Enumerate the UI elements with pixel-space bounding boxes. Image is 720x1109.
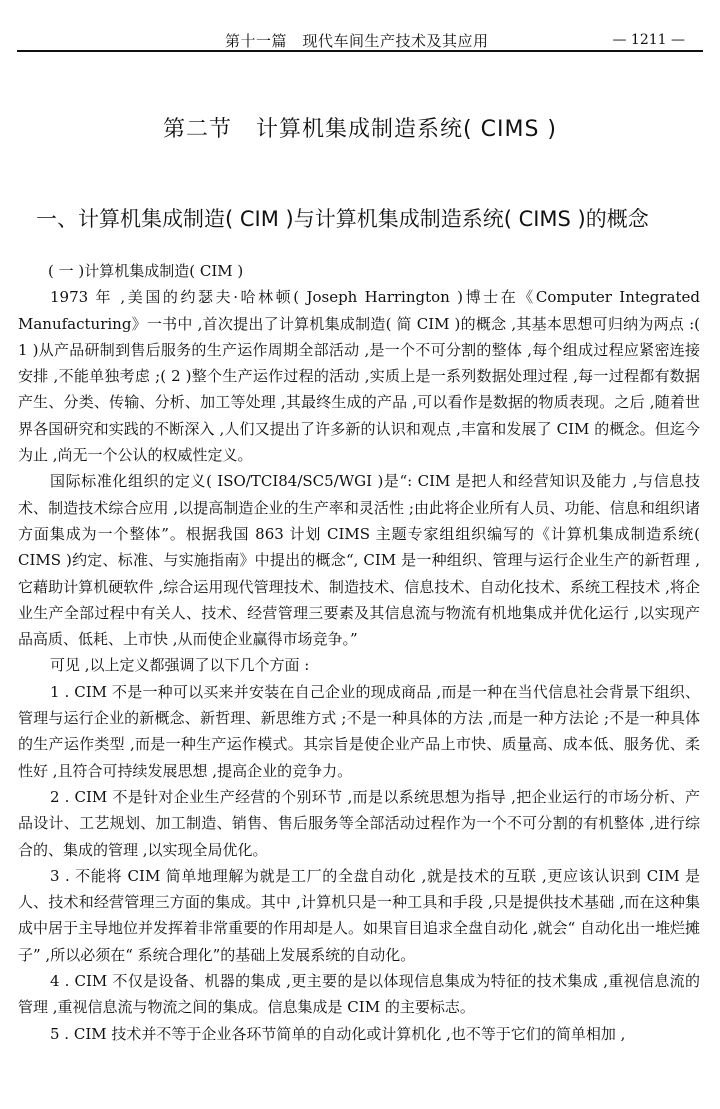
running-header xyxy=(17,28,703,52)
paragraph: 可见 ,以上定义都强调了以下几个方面 : xyxy=(50,656,310,675)
chapter-title: 第十一篇 现代车间生产技术及其应用 xyxy=(225,32,489,50)
subheading: ( 一 )计算机集成制造( CIM ) xyxy=(48,262,244,280)
paragraph: 1973 年 ,美国的约瑟夫·哈林顿( Joseph Harrington )博士在《Computer Integrated Manufacturing》一书中 ,首次提出了计算机集成制造( 简 CIM )的概念 ,其基本思想可归纳为两点 :( 1 )从产品研制到售后服务的生产运作周期全部活动 ,是一个不可分割的整体 ,每个组成过程应紧密连接安排 ,不能单独考虑 ;( 2 )整个生产运作过程的活动 ,实质上是一系列数据处理过程 ,每一过程都有数据产生、分类、传输、分析、加工等处理 ,其最终生成的产品 ,可以看作是数据的物质表现。之后 ,随着世界各国研究和实践的不断深入 ,人们又提出了许多新的认识和观点 ,丰富和发展了 CIM 的概念。但迄今为止 ,尚无一个公认的权威性定义。 xyxy=(18,288,700,465)
list-item: 5 . CIM 技术并不等于企业各环节简单的自动化或计算机化 ,也不等于它们的简单相加 , xyxy=(50,1024,626,1043)
paragraph: 国际标准化组织的定义( ISO/TCI84/SC5/WGI )是“: CIM 是把人和经营知识及能力 ,与信息技术、制造技术综合应用 ,以提高制造企业的生产率和灵活性 ;由此将企业所有人员、功能、信息和组织诸方面集成为一个整体”。根据我国 863 计划 CIMS 主题专家组组织编写的《计算机集成制造系统( CIMS )约定、标准、与实施指南》中提出的概念“, CIM 是一种组织、管理与运行企业生产的新哲理 ,它藉助计算机硬软件 ,综合运用现代管理技术、制造技术、信息技术、自动化技术、系统工程技术 ,将企业生产全部过程中有关人、技术、经营管理三要素及其信息流与物流有机地集成并优化运行 ,以实现产品高质、低耗、上市快 ,从而使企业赢得市场竞争。” xyxy=(18,472,700,649)
body-text xyxy=(18,258,700,1047)
header-rule xyxy=(17,50,703,52)
list-item: 1 . CIM 不是一种可以买来并安装在自己企业的现成商品 ,而是一种在当代信息社会背景下组织、管理与运行企业的新概念、新哲理、新思维方式 ;不是一种具体的方法 ,而是一种方法论 ;不是一种具体的生产运作类型 ,而是一种生产运作模式。其宗旨是使企业产品上市快、质量高、成本低、服务优、柔性好 ,且符合可持续发展思想 ,提高企业的竞争力。 xyxy=(18,682,700,780)
list-item: 3 . 不能将 CIM 简单地理解为就是工厂的全盘自动化 ,就是技术的互联 ,更应该认识到 CIM 是人、技术和经营管理三方面的集成。其中 ,计算机只是一种工具和手段 ,只是提供技术基础 ,而在这种集成中居于主导地位并发挥着非常重要的作用却是人。如果盲目追求全盘自动化 ,就会“ 自动化出一堆烂摊子” ,所以必须在“ 系统合理化”的基础上发展系统的自动化。 xyxy=(18,866,700,964)
page-number: — 1211 — xyxy=(612,32,685,48)
section-number: 第二节 xyxy=(163,117,233,142)
section-title-text: 计算机集成制造系统( CIMS ) xyxy=(256,117,557,142)
heading-1: 一、计算机集成制造( CIM )与计算机集成制造系统( CIMS )的概念 xyxy=(36,207,649,231)
list-item: 4 . CIM 不仅是设备、机器的集成 ,更主要的是以体现信息集成为特征的技术集成 ,重视信息流的管理 ,重视信息流与物流之间的集成。信息集成是 CIM 的主要标志。 xyxy=(18,972,700,1017)
section-title xyxy=(0,112,720,143)
list-item: 2 . CIM 不是针对企业生产经营的个别环节 ,而是以系统思想为指导 ,把企业运行的市场分析、产品设计、工艺规划、加工制造、销售、售后服务等全部活动过程作为一个不可分割的有机整体 ,进行综合的、集成的管理 ,以实现全局优化。 xyxy=(18,787,700,859)
